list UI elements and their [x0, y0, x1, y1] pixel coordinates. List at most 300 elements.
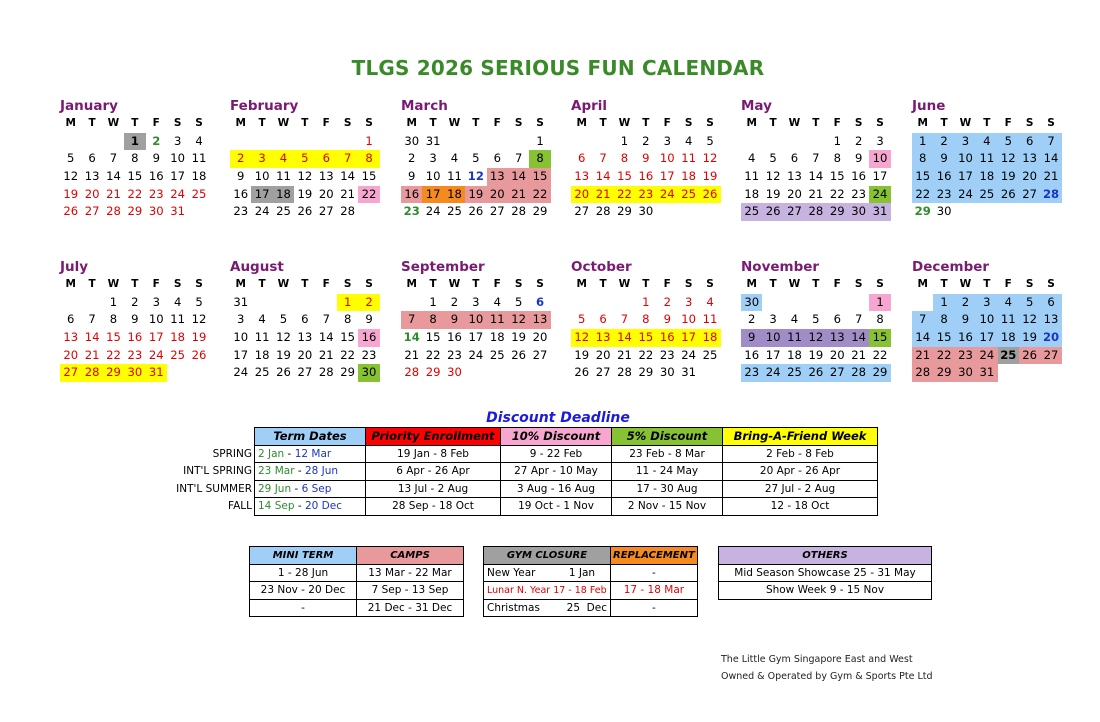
day-cell: 6	[301, 312, 309, 327]
empty-day-cell	[401, 294, 422, 312]
weekday-header: W	[277, 117, 290, 129]
empty-day-cell	[592, 133, 613, 151]
day-cell: 31	[170, 204, 186, 219]
day-cell: 16	[127, 330, 143, 345]
day-cell: 22	[358, 186, 379, 204]
day-cell: 8	[912, 150, 933, 168]
day-cell: 15	[340, 330, 356, 345]
day-cell: 25	[702, 347, 718, 362]
day-cell: 1	[642, 294, 650, 309]
month-name: December	[912, 259, 990, 275]
day-cell: 3	[237, 312, 245, 327]
month-name: August	[230, 259, 284, 275]
month-name: March	[401, 98, 448, 114]
day-cell: 15	[361, 169, 377, 184]
day-cell: 20	[84, 186, 100, 201]
day-cell: 3	[876, 133, 884, 148]
day-cell: 2	[408, 151, 416, 166]
day-cell: 16	[638, 169, 654, 184]
day-cell: 1	[429, 294, 437, 309]
others-row	[719, 582, 932, 600]
day-cell: 23	[635, 186, 656, 204]
empty-day-cell	[103, 133, 124, 151]
day-cell: 7	[854, 312, 863, 327]
empty-day-cell	[444, 133, 465, 151]
day-cell: 10	[869, 150, 890, 168]
term-end: 28 Jun	[304, 465, 339, 478]
day-cell: 23	[851, 186, 867, 201]
day-cell: 18	[254, 347, 270, 362]
day-cell: 13	[1019, 150, 1040, 168]
weekday-header: T	[472, 278, 480, 290]
term-start: 2 Jan	[258, 447, 285, 460]
day-cell: 3	[663, 133, 671, 148]
weekday-header: W	[448, 278, 461, 290]
weekday-header: T	[88, 117, 96, 129]
empty-day-cell	[294, 133, 315, 151]
weekday-header: T	[258, 278, 266, 290]
day-cell: 17	[468, 330, 484, 345]
day-cell: 30	[358, 364, 379, 382]
day-cell: 29	[617, 204, 632, 219]
day-cell: 26	[699, 186, 720, 204]
others-table	[718, 546, 932, 600]
day-cell: 15	[635, 329, 656, 347]
day-cell: 21	[318, 347, 334, 362]
weekday-header: T	[642, 117, 650, 129]
weekday-header: F	[152, 117, 160, 129]
day-cell: 17	[976, 329, 997, 347]
weekday-header: W	[107, 278, 120, 290]
month-february	[230, 97, 385, 221]
day-cell: 1	[365, 133, 373, 148]
day-cell: 9	[854, 151, 863, 166]
day-cell: 30	[848, 203, 869, 221]
day-cell: 29	[127, 204, 143, 219]
day-cell: 14	[808, 169, 824, 184]
day-cell: 15	[912, 168, 933, 186]
weekday-header: S	[684, 117, 693, 129]
empty-day-cell	[614, 294, 635, 312]
day-cell: 13	[529, 311, 550, 329]
day-cell: 25	[678, 186, 699, 204]
month-january	[60, 97, 215, 221]
day-cell: 25	[489, 347, 505, 362]
empty-day-cell	[167, 364, 188, 382]
day-cell: 20	[532, 330, 548, 345]
day-cell: 9	[741, 329, 762, 347]
day-cell: 4	[706, 294, 714, 309]
discount-cell: 3 Aug - 16 Aug	[501, 480, 612, 498]
weekday-header: S	[365, 117, 373, 129]
day-cell: 6	[88, 151, 96, 166]
day-cell: 29	[638, 365, 654, 380]
day-cell: 28	[106, 204, 121, 219]
day-cell: 10	[170, 151, 186, 166]
day-cell: 11	[191, 151, 207, 166]
day-cell: 12	[702, 151, 718, 166]
day-cell: 10	[681, 312, 697, 327]
day-cell: 19	[1019, 329, 1040, 347]
others-header: OTHERS	[719, 547, 932, 565]
day-cell: 26	[276, 365, 291, 380]
day-cell: 7	[514, 151, 523, 166]
day-cell: 22	[340, 347, 356, 362]
day-cell: 30	[148, 204, 164, 219]
day-cell: 17	[233, 347, 249, 362]
day-cell: 27	[827, 364, 848, 382]
month-name: October	[571, 259, 632, 275]
empty-day-cell	[508, 133, 529, 151]
day-cell: 19	[276, 347, 291, 362]
day-cell: 22	[829, 186, 845, 201]
day-cell: 30	[741, 294, 762, 312]
day-cell: 6	[1040, 294, 1061, 312]
empty-day-cell	[571, 133, 592, 151]
day-grid	[401, 115, 556, 221]
weekday-header: T	[429, 117, 437, 129]
empty-day-cell	[1019, 364, 1040, 382]
day-cell: 16	[657, 329, 678, 347]
month-october	[571, 258, 726, 382]
empty-day-cell	[784, 133, 805, 151]
weekday-header: T	[983, 278, 991, 290]
day-cell: 21	[912, 347, 933, 365]
discount-row	[170, 463, 878, 481]
day-cell: 2	[450, 294, 459, 309]
mini-row	[250, 599, 464, 617]
day-cell: 3	[955, 133, 976, 151]
day-cell: 19	[297, 186, 313, 201]
day-cell: 9	[237, 169, 245, 184]
day-cell: 21	[106, 186, 121, 201]
day-cell: 17	[170, 169, 186, 184]
discount-header: Term Dates	[255, 428, 366, 446]
day-cell: 26	[762, 203, 783, 221]
day-cell: 26	[511, 347, 527, 362]
day-cell: 2	[152, 133, 161, 148]
empty-day-cell	[465, 133, 486, 151]
day-cell: 24	[468, 347, 484, 362]
day-cell: 13	[592, 329, 613, 347]
gym-row	[484, 582, 698, 600]
day-cell: 21	[1040, 168, 1061, 186]
day-cell: 22	[614, 186, 635, 204]
replacement-cell: -	[611, 564, 698, 582]
empty-day-cell	[848, 294, 869, 312]
day-cell: 5	[279, 312, 288, 327]
day-cell: 1	[933, 294, 954, 312]
empty-day-cell	[762, 133, 783, 151]
weekday-header: T	[258, 117, 266, 129]
empty-day-cell	[230, 133, 251, 151]
weekday-header: T	[769, 117, 777, 129]
day-cell: 9	[365, 312, 373, 327]
day-cell: 20	[318, 186, 334, 201]
empty-day-cell	[1040, 203, 1061, 221]
empty-day-cell	[912, 294, 933, 312]
month-name: June	[912, 98, 946, 114]
weekday-header: F	[493, 278, 501, 290]
day-cell: 3	[173, 133, 182, 148]
gym-closure-table	[483, 546, 698, 617]
day-cell: 29	[340, 365, 356, 380]
term-name-label: INT'L SPRING	[183, 465, 252, 478]
day-cell: 21	[592, 186, 613, 204]
day-cell: 8	[642, 312, 650, 327]
day-cell: 20	[1019, 168, 1040, 186]
day-cell: 14	[106, 169, 121, 184]
weekday-header: S	[706, 278, 714, 290]
discount-cell: 19 Oct - 1 Nov	[501, 498, 612, 516]
day-cell: 3	[976, 294, 997, 312]
day-cell: 9	[933, 150, 954, 168]
weekday-header: S	[854, 278, 863, 290]
day-cell: 7	[599, 151, 607, 166]
day-cell: 28	[404, 365, 420, 380]
day-cell: 8	[343, 312, 352, 327]
day-cell: 29	[827, 203, 848, 221]
day-cell: 17	[148, 330, 164, 345]
day-grid	[230, 276, 385, 382]
day-cell: 23	[403, 204, 420, 219]
discount-row	[170, 498, 878, 516]
mini-term-camps-table	[249, 546, 464, 617]
day-cell: 23	[955, 347, 976, 365]
day-cell: 16	[233, 186, 249, 201]
weekday-header: W	[959, 117, 972, 129]
day-cell: 19	[808, 347, 824, 362]
day-cell: 4	[195, 133, 203, 148]
day-cell: 20	[787, 186, 802, 201]
weekday-header: F	[152, 278, 160, 290]
day-cell: 30	[659, 365, 675, 380]
month-name: May	[741, 98, 772, 114]
day-cell: 27	[84, 204, 100, 219]
day-cell: 3	[684, 294, 693, 309]
month-name: February	[230, 98, 299, 114]
day-cell: 10	[762, 329, 783, 347]
day-cell: 21	[84, 347, 100, 362]
day-cell: 11	[702, 312, 718, 327]
day-cell: 26	[297, 204, 313, 219]
day-cell: 10	[148, 312, 164, 327]
day-cell: 16	[148, 169, 164, 184]
empty-day-cell	[976, 203, 997, 221]
weekday-header: T	[812, 117, 820, 129]
term-name-label: FALL	[228, 500, 252, 513]
discount-cell: 20 Apr - 26 Apr	[723, 463, 878, 481]
weekday-header: T	[131, 117, 139, 129]
weekday-header: M	[235, 278, 246, 290]
day-cell: 14	[848, 329, 869, 347]
day-cell: 8	[131, 151, 139, 166]
day-cell: 19	[511, 330, 527, 345]
day-cell: 26	[468, 204, 484, 219]
weekday-header: S	[514, 278, 523, 290]
row-label-spacer	[170, 428, 255, 446]
day-cell: 17	[659, 169, 675, 184]
day-cell: 11	[744, 169, 760, 184]
day-cell: 9	[955, 311, 976, 329]
day-cell: 23	[933, 186, 954, 204]
empty-day-cell	[1040, 364, 1061, 382]
empty-day-cell	[487, 133, 508, 151]
day-grid	[912, 115, 1067, 221]
day-cell: 28	[805, 203, 826, 221]
day-cell: 5	[769, 151, 777, 166]
day-cell: 3	[152, 294, 160, 309]
mini-cell: 1 - 28 Jun	[250, 564, 357, 582]
day-cell: 4	[748, 151, 756, 166]
others-row	[719, 564, 932, 582]
day-cell: 1	[337, 294, 358, 312]
day-cell: 5	[67, 151, 75, 166]
day-cell: 15	[529, 168, 550, 186]
gym-closure-cell: New Year 1 Jan	[484, 564, 611, 582]
day-cell: 16	[851, 169, 867, 184]
mini-cell: -	[250, 599, 357, 617]
discount-cell: 13 Jul - 2 Aug	[366, 480, 501, 498]
day-cell: 23	[741, 364, 762, 382]
day-cell: 13	[318, 169, 334, 184]
day-cell: 23	[361, 347, 377, 362]
discount-cell: 9 - 22 Feb	[501, 445, 612, 463]
day-cell: 18	[699, 329, 720, 347]
weekday-header: T	[940, 278, 948, 290]
weekday-header: S	[536, 278, 544, 290]
day-cell: 25	[191, 186, 207, 201]
month-april	[571, 97, 726, 221]
day-cell: 17	[251, 186, 272, 204]
day-cell: 12	[276, 330, 291, 345]
day-cell: 13	[574, 169, 590, 184]
day-cell: 9	[131, 312, 139, 327]
weekday-header: T	[599, 278, 607, 290]
day-cell: 12	[998, 150, 1019, 168]
term-dates-cell	[255, 498, 366, 516]
day-cell: 29	[933, 364, 954, 382]
term-end: 6 Sep	[301, 482, 332, 495]
empty-day-cell	[699, 203, 720, 221]
day-cell: 4	[976, 133, 997, 151]
day-cell: 28	[511, 204, 527, 219]
discount-cell: 17 - 30 Aug	[612, 480, 723, 498]
day-cell: 27	[595, 365, 611, 380]
discount-cell: 11 - 24 May	[612, 463, 723, 481]
day-cell: 24	[233, 365, 249, 380]
day-grid	[571, 276, 726, 382]
day-cell: 10	[465, 311, 486, 329]
day-cell: 15	[106, 330, 121, 345]
weekday-header: F	[322, 278, 330, 290]
day-cell: 14	[1040, 150, 1061, 168]
day-cell: 7	[812, 151, 820, 166]
replacement-cell: -	[611, 599, 698, 617]
day-cell: 13	[1040, 311, 1061, 329]
day-cell: 4	[998, 294, 1019, 312]
weekday-header: W	[959, 278, 972, 290]
weekday-header: S	[1047, 117, 1055, 129]
day-cell: 1	[620, 133, 629, 148]
day-cell: 6	[67, 312, 75, 327]
day-cell: 1	[869, 294, 890, 312]
day-cell: 10	[254, 169, 270, 184]
weekday-header: S	[195, 278, 203, 290]
day-cell: 9	[444, 311, 465, 329]
day-cell: 21	[508, 186, 529, 204]
weekday-header: W	[448, 117, 461, 129]
term-name-label: INT'L SUMMER	[176, 482, 252, 495]
discount-cell: 27 Apr - 10 May	[501, 463, 612, 481]
weekday-header: M	[406, 278, 417, 290]
weekday-header: S	[706, 117, 714, 129]
gym-header-row	[484, 547, 698, 565]
day-cell: 15	[617, 169, 632, 184]
day-cell: 7	[1040, 133, 1061, 151]
day-cell: 28	[1040, 186, 1061, 204]
day-cell: 2	[663, 294, 671, 309]
day-cell: 27	[489, 204, 505, 219]
day-cell: 18	[273, 186, 294, 204]
day-cell: 12	[805, 329, 826, 347]
day-cell: 18	[976, 168, 997, 186]
gym-closure-cell: Lunar N. Year 17 - 18 Feb	[484, 582, 611, 600]
term-name-label: SPRING	[212, 447, 252, 460]
day-cell: 24	[657, 186, 678, 204]
day-cell: 11	[681, 151, 697, 166]
day-grid	[230, 115, 385, 221]
day-cell: 21	[404, 347, 420, 362]
day-cell: 4	[493, 294, 501, 309]
day-cell: 7	[88, 312, 96, 327]
gym-header: GYM CLOSURE	[484, 547, 611, 565]
day-cell: 17	[872, 169, 888, 184]
day-cell: 9	[152, 151, 160, 166]
day-cell: 27	[1019, 186, 1040, 204]
discount-deadline-title: Discount Deadline	[486, 410, 630, 426]
day-cell: 18	[489, 330, 505, 345]
empty-day-cell	[251, 133, 272, 151]
day-cell: 14	[403, 330, 420, 345]
weekday-header: T	[599, 117, 607, 129]
day-cell: 12	[508, 311, 529, 329]
day-cell: 16	[358, 329, 379, 347]
empty-day-cell	[571, 294, 592, 312]
day-cell: 24	[762, 364, 783, 382]
day-cell: 6	[833, 312, 841, 327]
day-cell: 8	[422, 311, 443, 329]
day-cell: 31	[681, 365, 697, 380]
day-cell: 28	[912, 364, 933, 382]
day-cell: 26	[574, 365, 590, 380]
day-cell: 1	[536, 133, 544, 148]
discount-header: 5% Discount	[612, 428, 723, 446]
day-cell: 5	[195, 294, 203, 309]
day-cell: 31	[976, 364, 997, 382]
discount-row	[170, 445, 878, 463]
weekday-header: T	[301, 117, 309, 129]
mini-cell: 21 Dec - 31 Dec	[357, 599, 464, 617]
day-cell: 20	[487, 186, 508, 204]
term-start: 23 Mar	[258, 465, 295, 478]
day-cell: 13	[297, 330, 313, 345]
day-cell: 30	[404, 133, 420, 148]
mini-header: MINI TERM	[250, 547, 357, 565]
discount-cell: 6 Apr - 26 Apr	[366, 463, 501, 481]
month-name: April	[571, 98, 608, 114]
weekday-header: M	[235, 117, 246, 129]
